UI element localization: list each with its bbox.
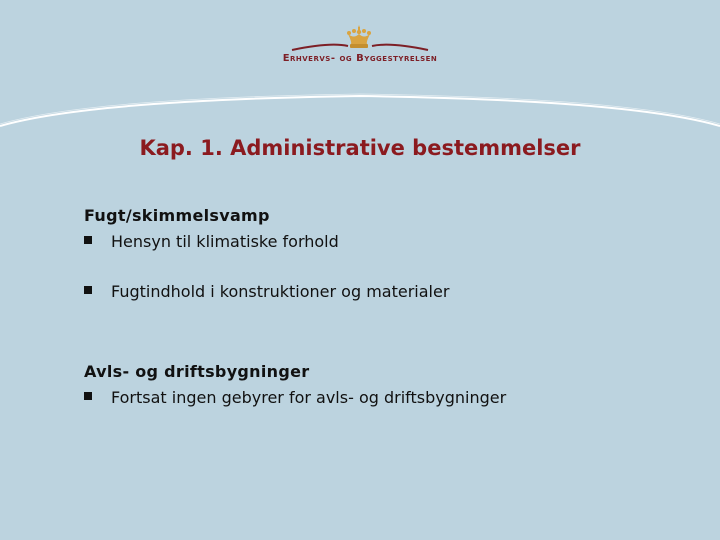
bullet-square-icon: [84, 392, 92, 400]
slide-title: Kap. 1. Administrative bestemmelser: [139, 136, 581, 160]
list-item-text: Hensyn til klimatiske forhold: [111, 232, 339, 251]
bullet-square-icon: [84, 236, 92, 244]
logo-swoosh: [290, 40, 430, 54]
section-fugt-skimmelsvamp: [84, 206, 449, 302]
header-logo: [0, 0, 720, 90]
section-avls-driftsbygninger: [84, 362, 506, 408]
bullet-square-icon: [84, 286, 92, 294]
list-item: [84, 388, 506, 408]
header-divider: [0, 88, 720, 138]
organization-name: Erhvervs- og Byggestyrelsen: [282, 53, 438, 64]
list-item: [84, 232, 449, 252]
list-item: [84, 282, 449, 302]
list-item-text: Fortsat ingen gebyrer for avls- og driftsbygninger: [111, 388, 507, 407]
list-item-text: Fugtindhold i konstruktioner og materialer: [111, 282, 450, 301]
section-heading: Avls- og driftsbygninger: [84, 362, 310, 381]
section-heading: Fugt/skimmelsvamp: [84, 206, 270, 225]
